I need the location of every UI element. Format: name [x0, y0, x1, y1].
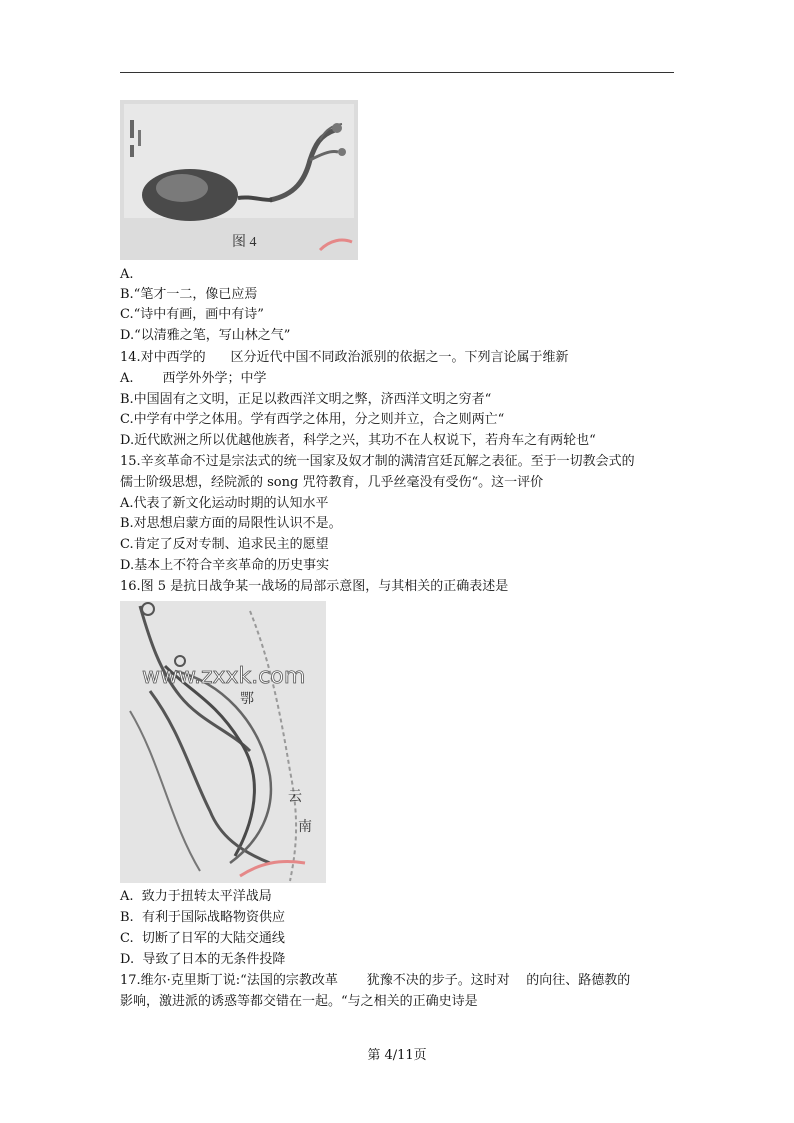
q13-option-d: D.“以清雅之笔，写山林之气”: [120, 328, 291, 343]
q17-stem-line2: 影响，激进派的诱惑等都交错在一起。“与之相关的正确史诗是: [120, 994, 478, 1009]
q17-stem-line1: 17.维尔·克里斯丁说:“法国的宗教改革 犹豫不决的步子。这时对 的向往、路德教的: [120, 973, 631, 988]
q14-option-c: C.中学有中学之体用。学有西学之体用，分之则并立，合之则两亡“: [120, 412, 505, 427]
figure-4-image: [120, 100, 358, 260]
q15-option-b: B.对思想启蒙方面的局限性认识不是。: [120, 516, 342, 531]
q15-option-d: D.基本上不符合辛亥革命的历史事实: [120, 558, 330, 573]
q14-option-b: B.中国固有之文明，正足以救西洋文明之弊，济西洋文明之穷者“: [120, 392, 492, 407]
q13-option-b: B.“笔才一二，像已应焉: [120, 287, 258, 302]
map-label-3: 南: [298, 819, 312, 835]
q14-option-d: D.近代欧洲之所以优越他族者，科学之兴，其功不在人权说下，若舟车之有两轮也“: [120, 433, 596, 448]
figure-4-caption: 图 4: [232, 235, 257, 250]
q13-option-a: A.: [120, 267, 134, 282]
q16-option-d: D. 导致了日本的无条件投降: [120, 952, 286, 967]
q15-option-a: A.代表了新文化运动时期的认知水平: [120, 496, 329, 511]
q16-stem: 16.图 5 是抗日战争某一战场的局部示意图，与其相关的正确表述是: [120, 579, 509, 594]
q16-option-a: A. 致力于扭转太平洋战局: [120, 889, 272, 904]
q15-stem-line2: 儒士阶级思想，经院派的 song 咒符教育，几乎丝毫没有受伤“。这一评价: [120, 475, 544, 490]
q16-option-b: B. 有利于国际战略物资供应: [120, 910, 285, 925]
page-footer: 第 4/11页: [367, 1048, 427, 1063]
q15-stem-line1: 15.辛亥革命不过是宗法式的统一国家及奴才制的满清宫廷瓦解之表征。至于一切教会式的: [120, 454, 635, 469]
header-rule: [120, 72, 674, 73]
map-label-2: 云: [288, 789, 302, 805]
q16-option-c: C. 切断了日军的大陆交通线: [120, 931, 285, 946]
figure-5-map: [120, 601, 326, 883]
q14-stem: 14.对中西学的 区分近代中国不同政治派别的依据之一。下列言论属于维新: [120, 350, 569, 365]
q15-option-c: C.肯定了反对专制、追求民主的愿望: [120, 537, 329, 552]
q13-option-c: C.“诗中有画，画中有诗”: [120, 307, 264, 322]
map-label-1: 鄂: [240, 691, 254, 707]
map-watermark: www.zxxk.com: [142, 664, 306, 689]
q14-option-a: A. 西学外外学；中学: [120, 371, 267, 386]
